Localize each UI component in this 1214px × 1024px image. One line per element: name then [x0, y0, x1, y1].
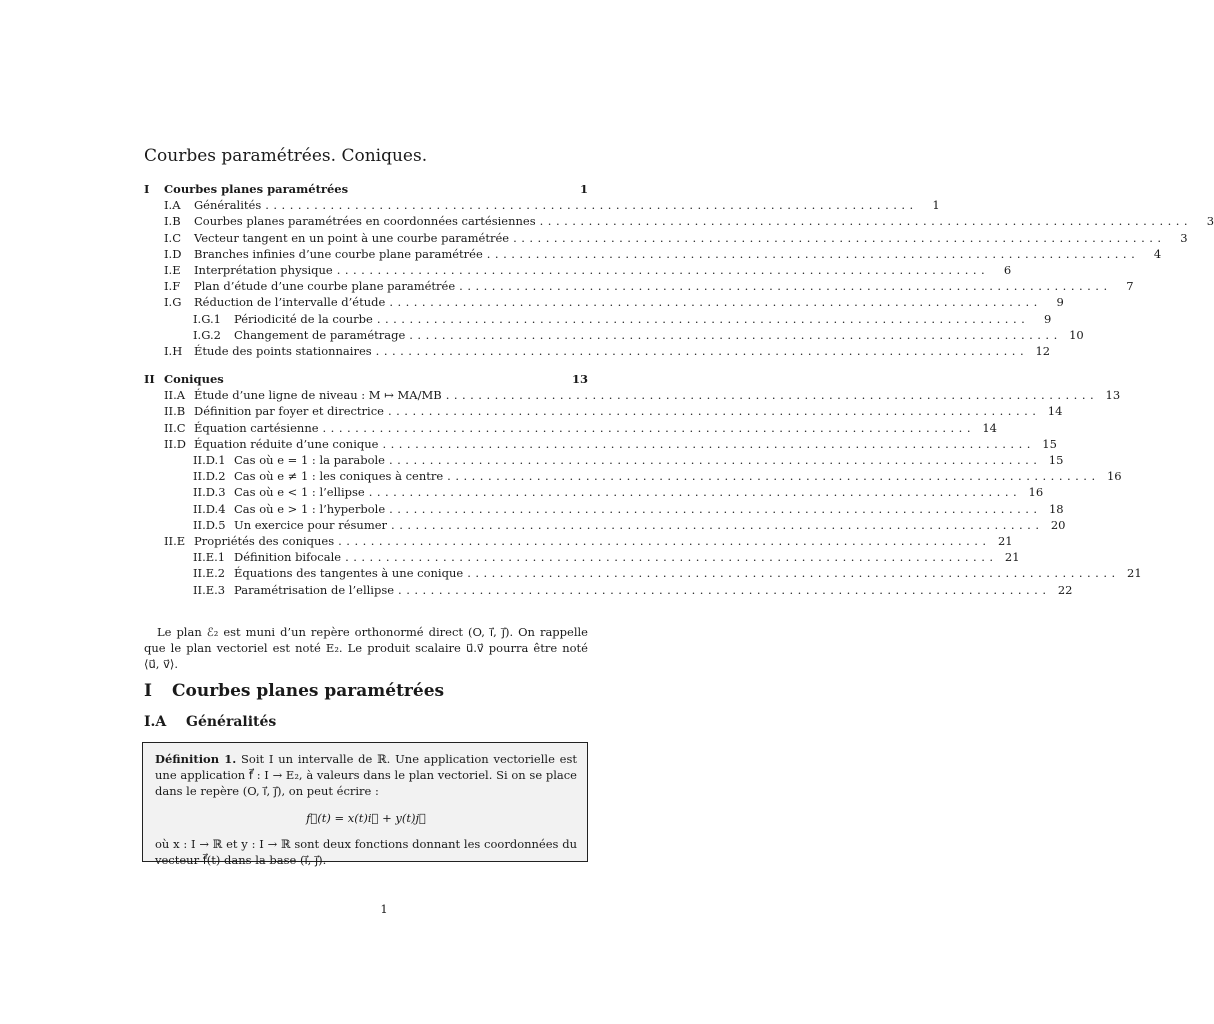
toc-entry-page: 10: [1069, 327, 1084, 342]
toc-entry-label: Courbes planes paramétrées en coordonnées cartésiennes: [194, 214, 536, 229]
toc-leader: ................................................................................: [382, 436, 1035, 451]
toc-leader: ................................................................................: [376, 311, 1030, 326]
toc-leader: ................................................................................: [389, 295, 1042, 310]
toc-entry-number: II.C: [164, 420, 186, 435]
toc-entry-number: II.D.5: [193, 517, 226, 532]
section-title: Courbes planes paramétrées: [172, 681, 445, 701]
toc-entry-label: Vecteur tangent en un point à une courbe paramétrée: [194, 230, 510, 245]
toc-entry-number: I.B: [164, 214, 181, 229]
toc-entry-number: I.F: [164, 279, 181, 294]
toc-entry-number: I.A: [164, 198, 181, 213]
toc-entry-label: Un exercice pour résumer: [234, 517, 388, 532]
toc-entry-page: 6: [1003, 262, 1012, 277]
toc-entry-page: 21: [997, 533, 1013, 548]
intro-paragraph: Le plan ℰ₂ est muni d’un repère orthonormé direct (O, i⃗, j⃗). On rappelle que le plan vectoriel est noté E₂. Le produit scalaire u⃗.v⃗ pourra être noté ⟨u⃗, v⃗⟩.: [144, 625, 588, 671]
toc-entry[interactable]: [144, 549, 1020, 565]
toc-entry-label: Courbes planes paramétrées: [164, 182, 349, 196]
definition-equation: f⃗(t) = x(t)i⃗ + y(t)j⃗: [306, 811, 426, 825]
toc-entry-label: Propriétés des coniques: [194, 533, 335, 548]
toc-leader: ................................................................................: [409, 327, 1062, 342]
toc-leader: ................................................................................: [375, 343, 1029, 358]
toc-entry[interactable]: [144, 262, 1012, 278]
toc-entry[interactable]: [144, 452, 1064, 468]
toc-entry[interactable]: [144, 403, 1063, 419]
subsection-heading: [144, 714, 276, 730]
toc-entry-label: Paramétrisation de l’ellipse: [234, 582, 395, 597]
toc-entry-label: Cas où e < 1 : l’ellipse: [234, 485, 365, 500]
toc-leader: ................................................................................: [368, 485, 1022, 500]
toc-leader: ................................................................................: [391, 517, 1044, 532]
toc-entry-label: Interprétation physique: [194, 262, 333, 277]
toc-entry[interactable]: [144, 197, 940, 213]
toc-entry[interactable]: [144, 468, 1122, 484]
toc-entry-number: II: [144, 372, 155, 387]
toc-entry-number: II.E: [164, 533, 186, 548]
toc-entry[interactable]: [144, 294, 1064, 310]
toc-entry-label: Réduction de l’intervalle d’étude: [194, 295, 386, 310]
toc-entry-label: Branches infinies d’une courbe plane paramétrée: [194, 246, 483, 261]
toc-entry-page: 14: [982, 420, 997, 435]
toc-entry[interactable]: [144, 387, 1121, 403]
definition-body: Soit I un intervalle de ℝ. Une application vectorielle est une application f⃗ : I → E₂, à valeurs dans le plan vectoriel. Si on se place dans le repère (O, i⃗, j⃗), on peut écrire :: [155, 752, 577, 798]
toc-entry-page: 3: [1206, 214, 1214, 229]
section-number: I: [144, 681, 152, 701]
toc-entry-number: II.E.2: [193, 566, 226, 581]
toc-entry-page: 9: [1056, 295, 1064, 310]
toc-entry-page: 3: [1180, 230, 1188, 245]
definition-label: Définition 1.: [155, 752, 237, 766]
toc-entry-page: 7: [1126, 279, 1134, 294]
toc-entry[interactable]: [144, 501, 1064, 517]
toc-entry-label: Cas où e ≠ 1 : les coniques à centre: [234, 469, 444, 484]
toc-entry-number: I.G: [164, 295, 182, 310]
toc-entry-number: II.D: [164, 436, 186, 451]
toc-leader: ................................................................................: [539, 214, 1193, 229]
section-heading: [144, 681, 444, 701]
toc-entry-page: 14: [1047, 404, 1063, 419]
toc-leader: ................................................................................: [459, 279, 1112, 294]
toc-entry-number: II.E.3: [193, 582, 226, 597]
toc-entry-label: Équation réduite d’une conique: [194, 436, 379, 451]
toc-entry-label: Définition par foyer et directrice: [194, 404, 384, 419]
toc-entry-label: Généralités: [194, 198, 262, 213]
toc-entry-number: II.B: [164, 404, 186, 419]
definition-box: [142, 742, 588, 867]
toc-leader: ................................................................................: [389, 501, 1042, 516]
toc-entry[interactable]: [144, 517, 1066, 533]
toc-entry-page: 4: [1153, 246, 1162, 261]
toc-entry-number: I.H: [164, 343, 183, 358]
toc-entry-number: II.D.2: [193, 469, 226, 484]
toc-entry-page: 20: [1050, 517, 1066, 532]
toc-entry[interactable]: [144, 278, 1134, 294]
toc-entry-number: I.C: [164, 230, 181, 245]
subsection-title: Généralités: [186, 714, 277, 730]
toc-entry-number: II.E.1: [193, 550, 226, 565]
toc-entry-label: Plan d’étude d’une courbe plane paramétrée: [194, 279, 456, 294]
toc-entry-page: 13: [1105, 388, 1121, 403]
toc-entry[interactable]: [144, 420, 997, 436]
toc-entry-number: II.A: [164, 388, 186, 403]
toc-entry-page: 1: [932, 198, 940, 213]
toc-entry-number: I.G.2: [193, 327, 221, 342]
toc-entry-number: I.D: [164, 246, 182, 261]
toc-entry[interactable]: [144, 371, 588, 387]
toc-entry-page: 22: [1057, 582, 1073, 597]
toc-entry-page: 16: [1106, 469, 1122, 484]
table-of-contents: [144, 181, 1214, 598]
toc-entry-number: II.D.3: [193, 485, 226, 500]
definition-text-2: où x : I → ℝ et y : I → ℝ sont deux fonctions donnant les coordonnées du vecteur f⃗(t) dans la base (i⃗, j⃗).: [155, 837, 577, 867]
toc-leader: ................................................................................: [467, 566, 1120, 581]
toc-entry-number: I: [144, 182, 150, 196]
toc-entry-page: 1: [579, 182, 588, 196]
toc-leader: ................................................................................: [336, 262, 990, 277]
toc-leader: ................................................................................: [513, 230, 1166, 245]
toc-entry-label: Périodicité de la courbe: [234, 311, 373, 326]
toc-entry-page: 18: [1048, 501, 1064, 516]
toc-entry[interactable]: [144, 436, 1057, 452]
toc-leader: ................................................................................: [445, 388, 1099, 403]
subsection-number: I.A: [144, 714, 167, 730]
toc-leader: ................................................................................: [447, 469, 1100, 484]
toc-entry-page: 16: [1028, 485, 1044, 500]
toc-leader: ................................................................................: [387, 404, 1041, 419]
toc-entry-page: 21: [1004, 550, 1020, 565]
toc-leader: ................................................................................: [338, 533, 991, 548]
toc-entry[interactable]: [144, 533, 1013, 549]
toc-leader: ................................................................................: [345, 550, 998, 565]
toc-entry[interactable]: [144, 181, 588, 197]
toc-entry-number: II.D.1: [193, 453, 226, 467]
toc-entry-page: 9: [1043, 311, 1052, 326]
toc-entry[interactable]: [144, 343, 1051, 359]
toc-entry[interactable]: [144, 246, 1162, 262]
definition-text-1: [155, 751, 577, 799]
toc-entry-label: Coniques: [164, 372, 224, 387]
toc-entry-page: 21: [1127, 566, 1142, 581]
toc-entry[interactable]: [144, 327, 1084, 343]
toc-entry-label: Équations des tangentes à une conique: [234, 566, 464, 581]
toc-entry-label: Équation cartésienne: [194, 420, 319, 435]
toc-entry-label: Cas où e = 1 : la parabole: [234, 453, 385, 467]
toc-entry[interactable]: [144, 311, 1052, 327]
toc-leader: ................................................................................: [388, 453, 1042, 467]
document-title: Courbes paramétrées. Coniques.: [144, 146, 428, 166]
toc-entry[interactable]: [144, 565, 1142, 581]
page-number: 1: [380, 902, 388, 916]
toc-entry[interactable]: [144, 230, 1188, 246]
toc-entry-number: II.D.4: [193, 501, 226, 516]
toc-leader: ................................................................................: [486, 246, 1140, 261]
toc-entry[interactable]: [144, 484, 1044, 500]
toc-entry[interactable]: [144, 582, 1073, 598]
toc-entry-label: Étude des points stationnaires: [194, 343, 372, 358]
toc-entry-number: I.E: [164, 262, 181, 277]
toc-leader: ................................................................................: [322, 420, 975, 435]
toc-entry-label: Changement de paramétrage: [234, 327, 406, 342]
toc-entry[interactable]: [144, 213, 1214, 229]
toc-entry-page: 15: [1048, 453, 1064, 467]
toc-entry-number: I.G.1: [193, 311, 221, 326]
toc-leader: ................................................................................: [398, 582, 1051, 597]
toc-entry-label: Cas où e > 1 : l’hyperbole: [234, 501, 386, 516]
toc-entry-page: 12: [1035, 343, 1051, 358]
toc-entry-label: Étude d’une ligne de niveau : M ↦ MA/MB: [194, 388, 442, 403]
toc-leader: ................................................................................: [265, 198, 918, 213]
toc-entry-page: 13: [571, 372, 588, 387]
toc-entry-label: Définition bifocale: [234, 550, 342, 565]
toc-entry-page: 15: [1042, 436, 1057, 451]
